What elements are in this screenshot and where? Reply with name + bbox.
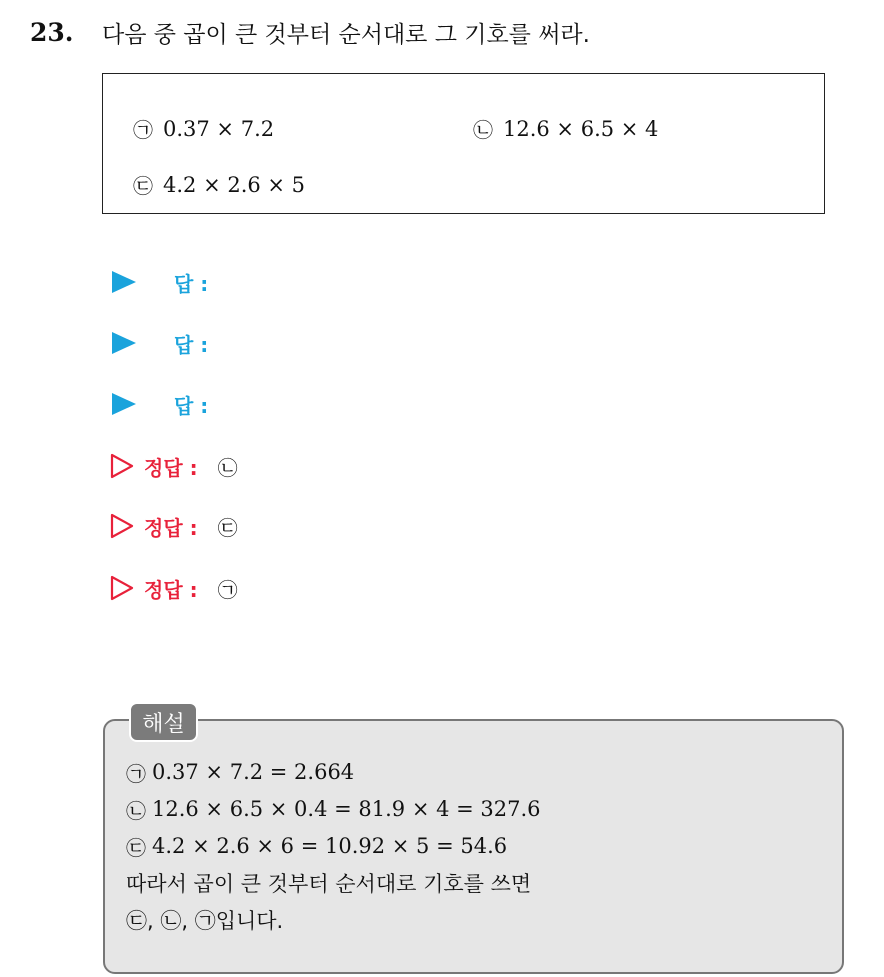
play-triangle-icon bbox=[112, 271, 136, 293]
answer-label: 답 : bbox=[174, 332, 209, 357]
explanation-marker: ㉠ bbox=[126, 761, 146, 786]
answer-blank-row[interactable] bbox=[110, 388, 208, 420]
answer-blank-row[interactable] bbox=[110, 266, 208, 298]
outline-triangle-icon bbox=[110, 575, 134, 601]
choice-box bbox=[102, 73, 825, 214]
answer-label: 답 : bbox=[174, 393, 209, 418]
explanation-expression: 4.2 × 2.6 × 6 = 10.92 × 5 = 54.6 bbox=[152, 834, 508, 858]
outline-triangle-icon bbox=[110, 453, 134, 479]
explanation-line bbox=[126, 757, 354, 787]
explanation-tag: 해설 bbox=[129, 702, 198, 742]
correct-answer-value: ㉠ bbox=[217, 577, 238, 602]
correct-answer-row bbox=[110, 572, 238, 604]
answer-blank-row[interactable] bbox=[110, 327, 208, 359]
explanation-line bbox=[126, 794, 541, 824]
explanation-conclusion: 따라서 곱이 큰 것부터 순서대로 기호를 쓰면 bbox=[126, 872, 532, 896]
play-triangle-icon bbox=[112, 332, 136, 354]
choice-item bbox=[133, 170, 305, 199]
choice-marker: ㉠ bbox=[133, 118, 153, 142]
correct-answer-label: 정답 : bbox=[144, 515, 198, 540]
correct-answer-label: 정답 : bbox=[144, 455, 198, 480]
explanation-conclusion: ㉢, ㉡, ㉠입니다. bbox=[126, 909, 284, 933]
explanation-line bbox=[126, 831, 507, 861]
correct-answer-row bbox=[110, 450, 238, 482]
choice-item bbox=[473, 114, 658, 143]
play-triangle-icon bbox=[112, 393, 136, 415]
explanation-marker: ㉡ bbox=[126, 798, 146, 823]
explanation-expression: 0.37 × 7.2 = 2.664 bbox=[152, 760, 355, 784]
choice-marker: ㉢ bbox=[133, 174, 153, 198]
choice-expression: 0.37 × 7.2 bbox=[163, 116, 275, 141]
explanation-expression: 12.6 × 6.5 × 0.4 = 81.9 × 4 = 327.6 bbox=[152, 797, 541, 821]
question-header bbox=[30, 14, 590, 50]
answer-label: 답 : bbox=[174, 271, 209, 296]
choice-item bbox=[133, 114, 274, 143]
choice-expression: 12.6 × 6.5 × 4 bbox=[503, 116, 659, 141]
outline-triangle-icon bbox=[110, 513, 134, 539]
choice-marker: ㉡ bbox=[473, 118, 493, 142]
correct-answer-label: 정답 : bbox=[144, 577, 198, 602]
correct-answer-row bbox=[110, 510, 238, 542]
question-number: 23. bbox=[30, 17, 74, 47]
question-text: 다음 중 곱이 큰 것부터 순서대로 그 기호를 써라. bbox=[102, 21, 590, 48]
correct-answer-value: ㉢ bbox=[217, 515, 238, 540]
choice-expression: 4.2 × 2.6 × 5 bbox=[163, 172, 306, 197]
correct-answer-value: ㉡ bbox=[217, 455, 238, 480]
explanation-marker: ㉢ bbox=[126, 835, 146, 860]
